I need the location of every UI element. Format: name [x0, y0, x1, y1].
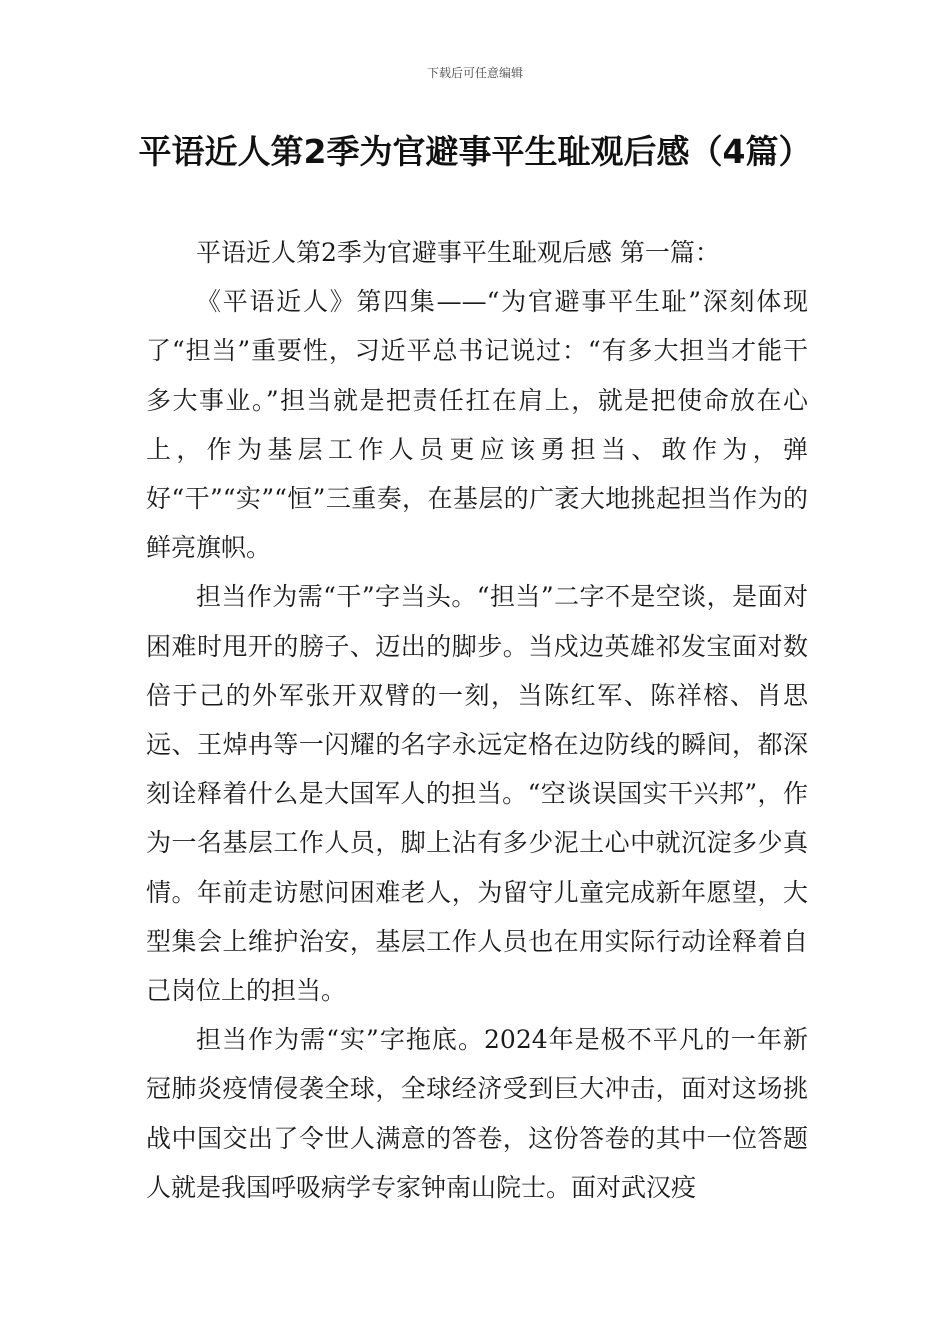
paragraph-shi: 担当作为需“实”字拖底。2024年是极不平凡的一年新冠肺炎疫情侵袭全球，全球经济受到巨大冲击，面对这场挑战中国交出了令世人满意的答卷，这份答卷的其中一位答题人就是我国呼吸病学专家钟南山院士。面对武汉疫 [146, 1025, 808, 1202]
page-header-note: 下载后可任意编辑 [426, 66, 523, 80]
paragraph-gan: 担当作为需“干”字当头。“担当”二字不是空谈，是面对困难时甩开的膀子、迈出的脚步。当戍边英雄祁发宝面对数倍于己的外军张开双臂的一刻，当陈红军、陈祥榕、肖思远、王焯冉等一闪耀的名字永远定格在边防线的瞬间，都深刻诠释着什么是大国军人的担当。“空谈误国实干兴邦”，作为一名基层工作人员，脚上沾有多少泥土心中就沉淀多少真情。年前走访慰问困难老人，为留守儿童完成新年愿望，大型集会上维护治安，基层工作人员也在用实际行动诠释着自己岗位上的担当。 [146, 582, 808, 1006]
paragraph-intro: 《平语近人》第四集——“为官避事平生耻”深刻体现了“担当”重要性，习近平总书记说过：“有多大担当才能干多大事业。”担当就是把责任扛在肩上，就是把使命放在心上，作为基层工作人员更应该勇担当、敢作为，弹好“干”“实”“恒”三重奏，在基层的广袤大地挑起担当作为的鲜亮旗帜。 [146, 287, 808, 563]
document-body [146, 228, 808, 1212]
document-title: 平语近人第2季为官避事平生耻观后感（4篇） [138, 132, 812, 171]
section-heading: 平语近人第2季为官避事平生耻观后感 第一篇： [196, 238, 720, 267]
